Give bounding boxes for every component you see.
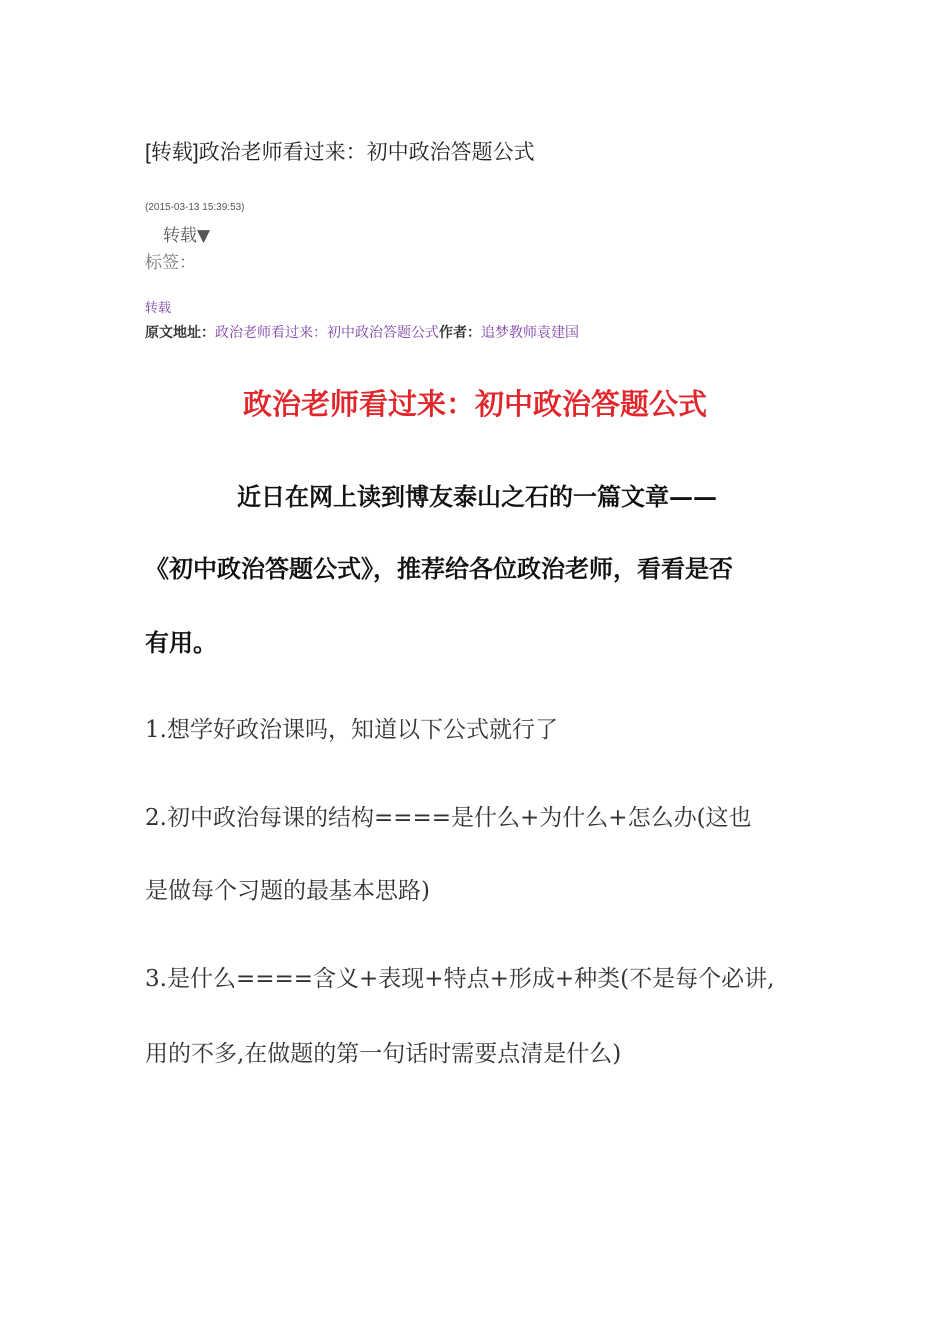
tag-link-repost[interactable]: 转载	[145, 301, 172, 316]
author-link[interactable]: 追梦教师袁建国	[481, 325, 579, 341]
body-line: 1.想学好政治课吗，知道以下公式就行了	[145, 717, 558, 743]
body-line: 2.初中政治每课的结构====是什么+为什么+怎么办(这也	[145, 805, 752, 831]
author-label: 作者：	[439, 325, 481, 341]
tags-label: 标签：	[145, 253, 196, 273]
intro-line: 近日在网上读到博友泰山之石的一篇文章——	[237, 482, 717, 511]
blog-post-title: [转载]政治老师看过来：初中政治答题公式	[145, 141, 535, 164]
intro-line: 《初中政治答题公式》，推荐给各位政治老师，看看是否	[145, 554, 733, 583]
source-address-label: 原文地址：	[145, 325, 215, 341]
intro-line: 有用。	[145, 628, 217, 657]
article-title: 政治老师看过来：初中政治答题公式	[242, 387, 707, 421]
body-line: 3.是什么====含义+表现+特点+形成+种类(不是每个必讲,	[145, 966, 775, 992]
post-timestamp: (2015-03-13 15:39:53)	[145, 202, 245, 213]
body-line: 是做每个习题的最基本思路)	[145, 878, 430, 904]
source-article-link[interactable]: 政治老师看过来：初中政治答题公式	[215, 325, 439, 341]
repost-toggle-button[interactable]: 转载▼	[163, 226, 211, 246]
source-line	[145, 322, 579, 342]
body-line: 用的不多,在做题的第一句话时需要点清是什么)	[145, 1041, 622, 1067]
